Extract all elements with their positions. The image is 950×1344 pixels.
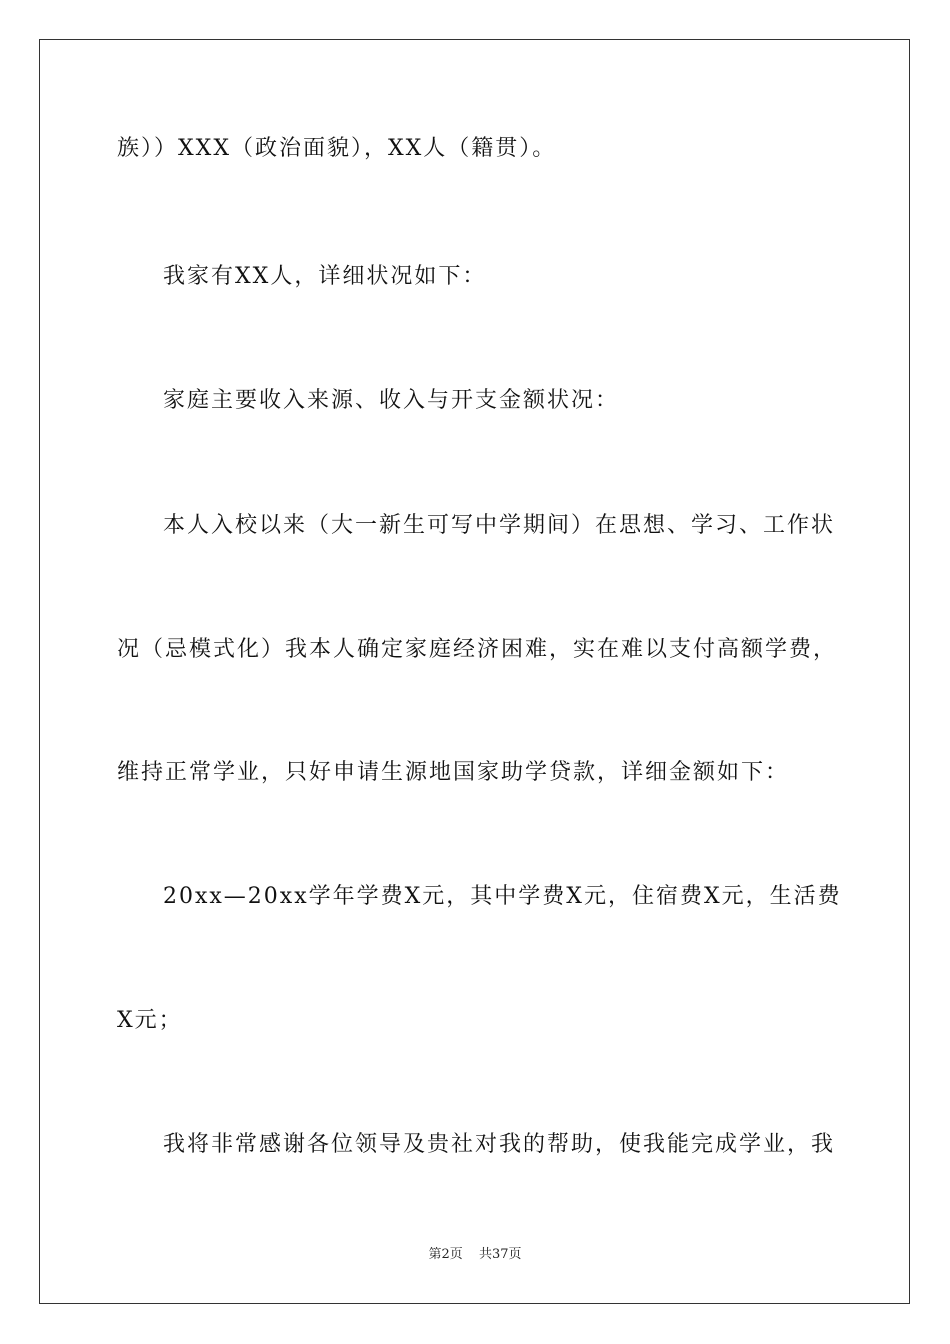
- text-line-4: 本人入校以来（大一新生可写中学期间）在思想、学习、工作状: [163, 513, 836, 538]
- page-total: 共37页: [478, 1247, 522, 1262]
- text-line-8: X元；: [117, 1008, 183, 1033]
- page-footer: [0, 1246, 950, 1264]
- page-border: [39, 39, 910, 1304]
- text-line-6: 维持正常学业，只好申请生源地国家助学贷款，详细金额如下：: [117, 760, 790, 785]
- text-line-7: 20xx—20xx学年学费X元，其中学费X元，住宿费X元，生活费: [163, 884, 842, 909]
- text-line-1: 族））XXX（政治面貌），XX人（籍贯）。: [117, 136, 557, 161]
- text-line-9: 我将非常感谢各位领导及贵社对我的帮助，使我能完成学业，我: [163, 1132, 836, 1157]
- text-line-2: 我家有XX人，详细状况如下：: [163, 264, 487, 289]
- page-number: 第2页: [428, 1247, 463, 1262]
- text-line-3: 家庭主要收入来源、收入与开支金额状况：: [163, 388, 620, 413]
- text-line-5: 况（忌模式化）我本人确定家庭经济困难，实在难以支付高额学费，: [117, 637, 838, 662]
